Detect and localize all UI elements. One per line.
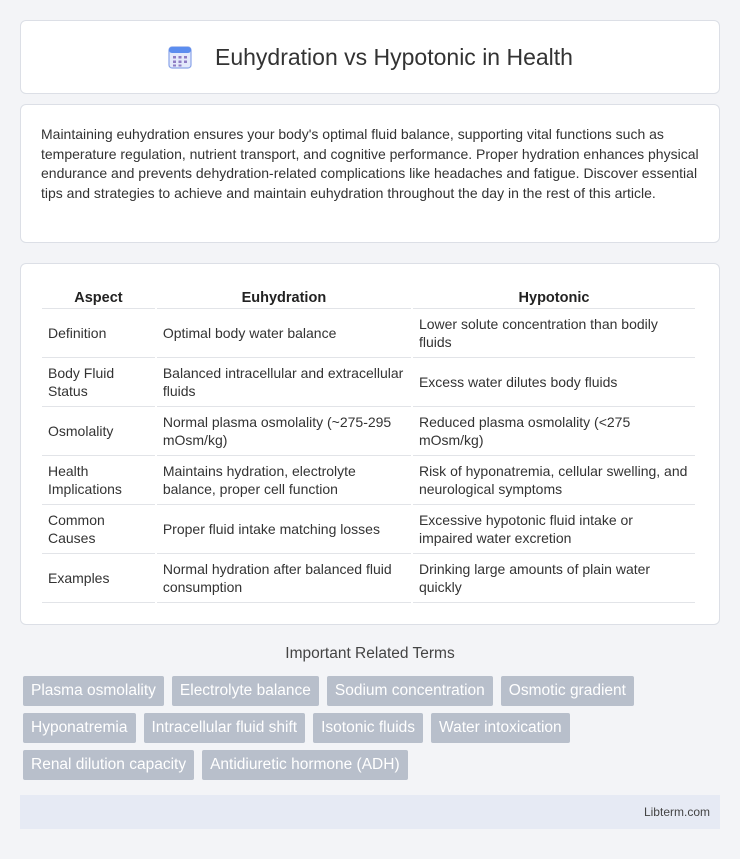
table-header-row [42,284,695,309]
table-row [42,358,695,407]
row-euhydration: Optimal body water balance [157,309,411,358]
related-term-tag[interactable]: Plasma osmolality [23,676,164,706]
table-row [42,505,695,554]
related-term-tag[interactable]: Antidiuretic hormone (ADH) [202,750,408,780]
row-aspect: Common Causes [42,505,155,554]
column-header-euhydration: Euhydration [157,284,411,309]
row-euhydration: Normal plasma osmolality (~275-295 mOsm/kg) [157,407,411,456]
related-terms-title: Important Related Terms [285,645,455,662]
comparison-table-card [20,263,720,625]
related-term-tag[interactable]: Sodium concentration [327,676,493,706]
intro-text: Maintaining euhydration ensures your body's optimal fluid balance, supporting vital functions such as temperature regulation, nutrient transport, and cognitive performance. Proper hydration enhances physical endurance and prevents dehydration-related complications like headaches and fatigue. Discover essential tips and strategies to achieve and maintain euhydration throughout the day in the rest of this article. [41,126,699,201]
table-row [42,456,695,505]
column-header-hypotonic: Hypotonic [413,284,695,309]
footer-site-link[interactable]: Libterm.com [643,805,710,819]
related-terms-list [23,676,723,780]
related-term-tag[interactable]: Hyponatremia [23,713,136,743]
related-term-tag[interactable]: Isotonic fluids [313,713,423,743]
comparison-table [40,284,697,603]
table-row [42,554,695,603]
row-aspect: Definition [42,309,155,358]
row-aspect: Health Implications [42,456,155,505]
intro-card [20,104,720,243]
row-hypotonic: Lower solute concentration than bodily fluids [413,309,695,358]
related-term-tag[interactable]: Osmotic gradient [501,676,634,706]
header-card [20,20,720,94]
related-term-tag[interactable]: Intracellular fluid shift [144,713,306,743]
row-hypotonic: Excessive hypotonic fluid intake or impaired water excretion [413,505,695,554]
related-term-tag[interactable]: Renal dilution capacity [23,750,194,780]
table-row [42,407,695,456]
row-euhydration: Normal hydration after balanced fluid consumption [157,554,411,603]
row-aspect: Body Fluid Status [42,358,155,407]
row-hypotonic: Drinking large amounts of plain water quickly [413,554,695,603]
calendar-icon [167,44,193,70]
row-hypotonic: Risk of hyponatremia, cellular swelling, and neurological symptoms [413,456,695,505]
row-aspect: Examples [42,554,155,603]
row-euhydration: Maintains hydration, electrolyte balance, proper cell function [157,456,411,505]
footer [20,795,720,829]
row-euhydration: Proper fluid intake matching losses [157,505,411,554]
page-title: Euhydration vs Hypotonic in Health [215,43,573,70]
row-aspect: Osmolality [42,407,155,456]
table-row [42,309,695,358]
related-term-tag[interactable]: Water intoxication [431,713,570,743]
column-header-aspect: Aspect [42,284,155,309]
row-euhydration: Balanced intracellular and extracellular fluids [157,358,411,407]
row-hypotonic: Reduced plasma osmolality (<275 mOsm/kg) [413,407,695,456]
row-hypotonic: Excess water dilutes body fluids [413,358,695,407]
related-term-tag[interactable]: Electrolyte balance [172,676,319,706]
